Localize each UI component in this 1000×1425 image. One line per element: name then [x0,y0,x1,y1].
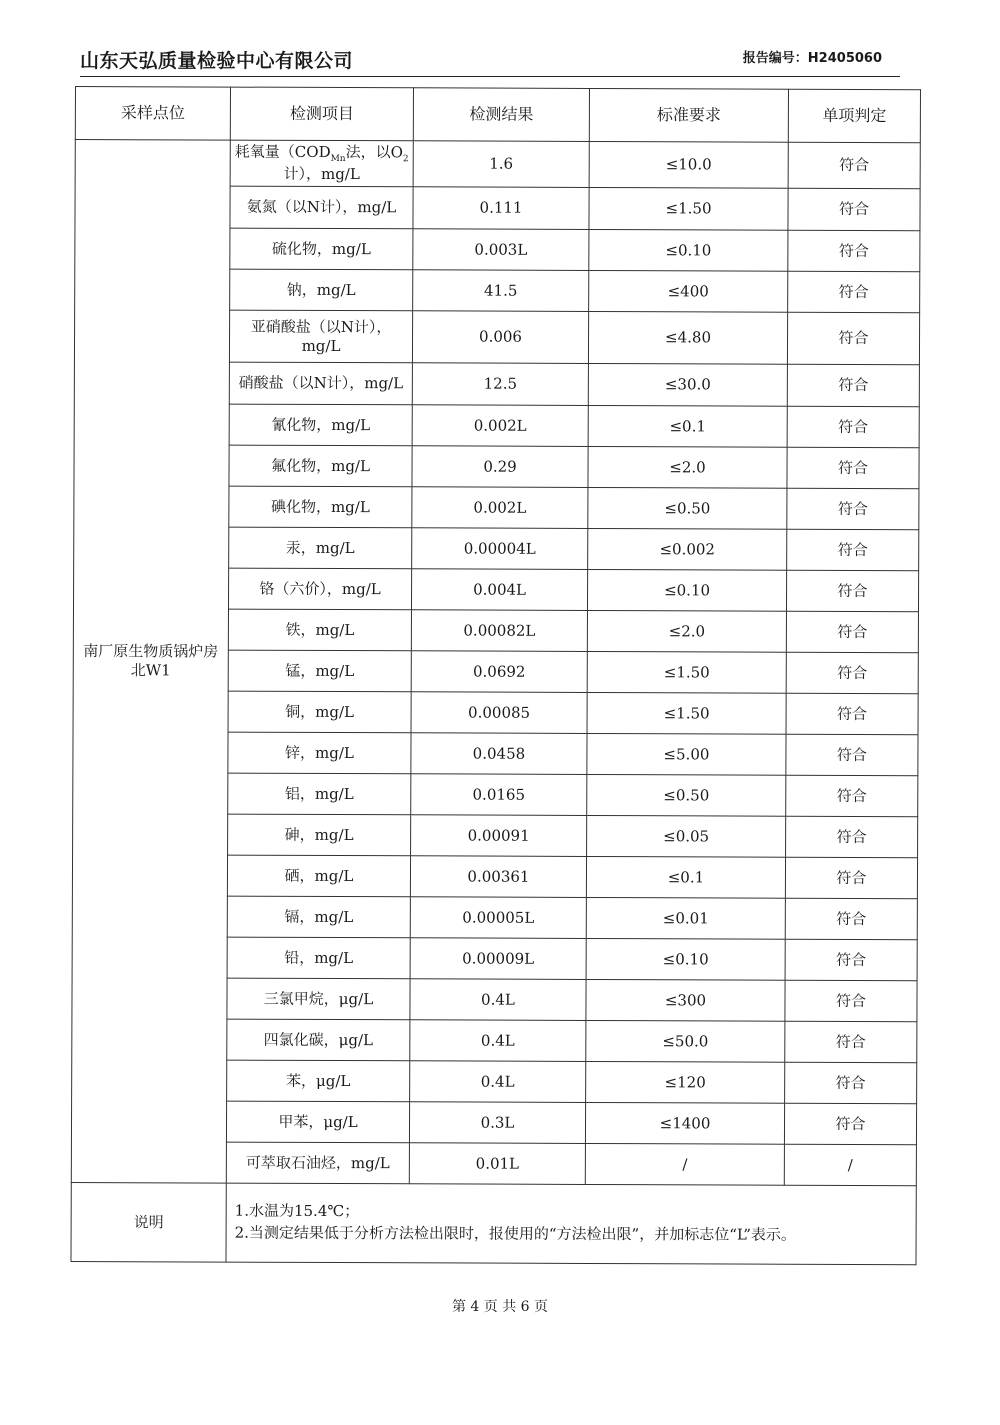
test-item-cell: 硒，mg/L [227,855,410,897]
result-cell: 0.4L [410,1020,586,1062]
verdict-cell: / [784,1144,916,1186]
test-item-cell: 碘化物，mg/L [229,486,412,528]
result-cell: 0.004L [411,569,587,611]
result-cell: 0.3L [409,1102,585,1144]
standard-cell: ≤2.0 [588,446,787,488]
test-item-cell: 硫化物，mg/L [230,228,413,270]
test-item-cell: 三氯甲烷，μg/L [227,978,410,1020]
verdict-cell: 符合 [786,775,918,817]
standard-cell: ≤0.10 [589,229,788,271]
report-header [80,40,900,77]
verdict-cell: 符合 [786,693,918,735]
standard-cell: / [585,1143,784,1185]
result-cell: 0.00004L [412,528,588,570]
result-cell: 0.002L [412,405,588,447]
verdict-cell: 符合 [787,406,919,448]
standard-cell: ≤0.01 [586,897,785,939]
table-header-row [75,87,920,143]
verdict-cell: 符合 [785,1062,917,1104]
standard-cell: ≤30.0 [588,363,787,406]
verdict-cell: 符合 [786,734,918,776]
standard-cell: ≤0.1 [586,856,785,898]
verdict-cell: 符合 [785,939,917,981]
col-header-result: 检测结果 [413,88,589,142]
sample-point-cell: 南厂原生物质锅炉房北W1 [71,140,230,1184]
standard-cell: ≤0.05 [587,815,786,857]
result-cell: 0.00005L [410,897,586,939]
verdict-cell: 符合 [787,488,919,530]
test-item-cell: 铬（六价），mg/L [228,568,411,610]
company-name: 山东天弘质量检验中心有限公司 [80,50,354,72]
notes-label: 说明 [71,1182,226,1262]
test-item-cell: 甲苯，μg/L [226,1101,409,1143]
test-item-cell: 砷，mg/L [228,814,411,856]
standard-cell: ≤0.002 [588,528,787,570]
verdict-cell: 符合 [785,1021,917,1063]
standard-cell: ≤5.00 [587,733,786,775]
standard-cell: ≤120 [586,1061,785,1103]
standard-cell: ≤0.10 [586,938,785,980]
standard-cell: ≤2.0 [587,610,786,652]
verdict-cell: 符合 [786,816,918,858]
result-cell: 0.4L [410,979,586,1021]
report-number: 报告编号：H2405060 [742,51,882,66]
result-cell: 41.5 [413,270,589,312]
page-footer: 第 4 页 共 6 页 [451,1299,549,1315]
result-cell: 0.003L [413,229,589,271]
test-item-cell: 钠，mg/L [230,269,413,311]
verdict-cell: 符合 [788,230,920,272]
notes-content [226,1183,916,1265]
table-body [71,140,920,1186]
standard-cell: ≤0.1 [588,405,787,447]
result-cell: 1.6 [413,141,589,188]
standard-cell: ≤400 [589,270,788,312]
result-cell: 0.00082L [411,610,587,652]
test-item-cell: 氨氮（以N计），mg/L [230,186,413,229]
test-item-cell: 耗氧量（$COD_{Mn}$法，以$O_2$计），mg/L [230,140,413,187]
standard-cell: ≤300 [586,979,785,1021]
result-cell: 0.002L [412,487,588,529]
test-item-cell: 可萃取石油烃，mg/L [226,1142,409,1184]
result-cell: 0.0458 [411,733,587,775]
verdict-cell: 符合 [787,364,919,407]
verdict-cell: 符合 [786,652,918,694]
standard-cell: ≤10.0 [589,141,788,188]
verdict-cell: 符合 [788,271,920,313]
test-item-cell: 镉，mg/L [227,896,410,938]
result-cell: 0.0692 [411,651,587,693]
verdict-cell: 符合 [784,1103,916,1145]
standard-cell: ≤50.0 [586,1020,785,1062]
standard-cell: ≤0.50 [587,774,786,816]
test-item-cell: 硝酸盐（以N计），mg/L [229,362,412,405]
verdict-cell: 符合 [787,529,919,571]
results-table [70,86,921,1265]
standard-cell: ≤1.50 [587,651,786,693]
test-item-cell: 苯，μg/L [227,1060,410,1102]
test-item-cell: 氰化物，mg/L [229,404,412,446]
standard-cell: ≤4.80 [588,311,787,364]
test-item-cell: 铜，mg/L [228,691,411,733]
test-item-cell: 铅，mg/L [227,937,410,979]
test-item-cell: 铝，mg/L [228,773,411,815]
verdict-cell: 符合 [788,142,920,189]
note-line: 1.水温为15.4℃； [234,1201,360,1221]
result-cell: 0.01L [409,1143,585,1185]
result-cell: 0.00085 [411,692,587,734]
standard-cell: ≤0.10 [587,569,786,611]
test-item-cell: 氟化物，mg/L [229,445,412,487]
test-item-cell: 亚硝酸盐（以N计），mg/L [229,310,412,363]
verdict-cell: 符合 [786,611,918,653]
col-header-standard: 标准要求 [589,88,788,142]
verdict-cell: 符合 [785,980,917,1022]
verdict-cell: 符合 [787,447,919,489]
verdict-cell: 符合 [786,570,918,612]
result-cell: 0.4L [410,1061,586,1103]
col-header-test-item: 检测项目 [230,87,413,141]
test-item-cell: 铁，mg/L [228,609,411,651]
note-line: 2.当测定结果低于分析方法检出限时，报使用的“方法检出限”，并加标志位“L”表示。 [234,1223,796,1244]
verdict-cell: 符合 [785,857,917,899]
table-row [75,140,920,189]
result-cell: 0.111 [413,187,589,230]
standard-cell: ≤1.50 [589,187,788,230]
standard-cell: ≤1400 [585,1102,784,1144]
test-item-cell: 锰，mg/L [228,650,411,692]
verdict-cell: 符合 [788,188,920,231]
standard-cell: ≤0.50 [588,487,787,529]
test-item-cell: 四氯化碳，μg/L [227,1019,410,1061]
test-item-cell: 汞，mg/L [229,527,412,569]
result-cell: 12.5 [412,363,588,406]
result-cell: 0.29 [412,446,588,488]
result-cell: 0.006 [412,311,588,364]
standard-cell: ≤1.50 [587,692,786,734]
result-cell: 0.00009L [410,938,586,980]
col-header-verdict: 单项判定 [788,89,920,143]
col-header-sample-point: 采样点位 [75,87,230,141]
result-cell: 0.00091 [411,815,587,857]
result-cell: 0.0165 [411,774,587,816]
verdict-cell: 符合 [785,898,917,940]
result-cell: 0.00361 [410,856,586,898]
verdict-cell: 符合 [787,312,919,365]
notes-row [71,1182,916,1264]
test-item-cell: 锌，mg/L [228,732,411,774]
